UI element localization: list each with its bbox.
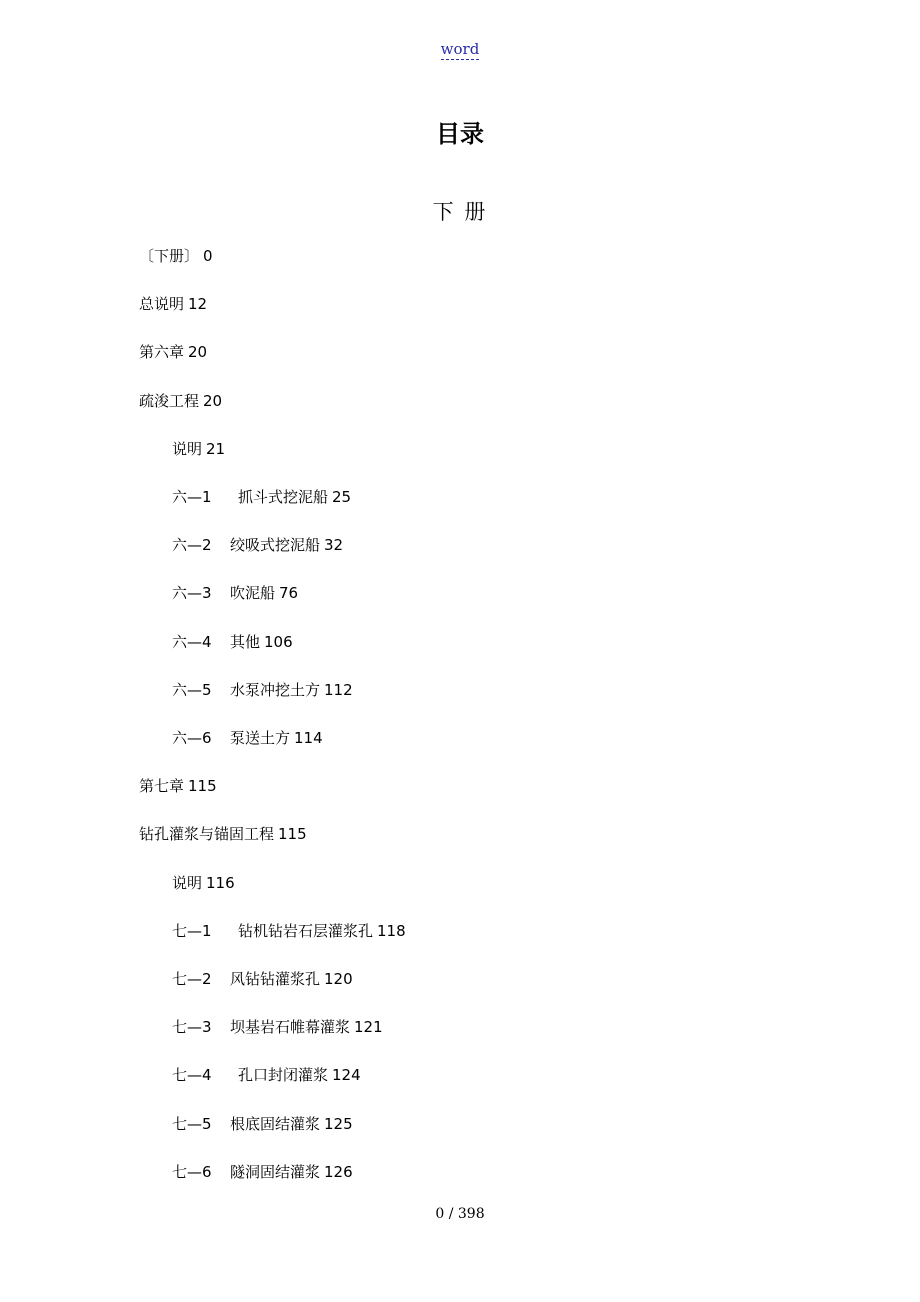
toc-entry-title: 水泵冲挖土方 bbox=[230, 680, 321, 699]
toc-entry-title: 抓斗式挖泥船 bbox=[238, 488, 329, 506]
toc-entry[interactable] bbox=[172, 1063, 361, 1087]
toc-entry-code: 六—2 bbox=[172, 536, 212, 555]
toc-entry[interactable] bbox=[139, 340, 207, 364]
toc-entry[interactable] bbox=[172, 485, 351, 509]
toc-entry-page: 12 bbox=[188, 295, 208, 314]
toc-entry-title: 坝基岩石帷幕灌浆 bbox=[230, 1018, 351, 1037]
toc-entry-code: 七—2 bbox=[172, 970, 212, 988]
toc-entry-title: 风钻钻灌浆孔 bbox=[230, 970, 321, 988]
toc-entry-page: 76 bbox=[279, 584, 299, 603]
toc-entry-title: 〔下册〕 bbox=[139, 247, 200, 265]
toc-entry-page: 118 bbox=[377, 921, 406, 940]
toc-entry-title: 总说明 bbox=[139, 295, 185, 314]
toc-entry[interactable] bbox=[172, 437, 225, 461]
toc-entry-code: 六—3 bbox=[172, 584, 212, 603]
toc-entry-page: 121 bbox=[354, 1018, 383, 1037]
toc-entry-page: 126 bbox=[324, 1162, 353, 1181]
toc-entry-page: 124 bbox=[332, 1066, 361, 1085]
toc-entry-code: 七—3 bbox=[172, 1018, 212, 1037]
toc-entry-code: 六—1 bbox=[172, 488, 212, 506]
toc-entry[interactable] bbox=[172, 678, 353, 702]
toc-entry-page: 0 bbox=[203, 247, 213, 265]
toc-entry-title: 钻孔灌浆与锚固工程 bbox=[139, 825, 275, 844]
toc-entry-code: 六—4 bbox=[172, 632, 212, 651]
toc-entry-page: 115 bbox=[278, 825, 307, 844]
toc-entry[interactable] bbox=[139, 822, 307, 846]
toc-entry[interactable] bbox=[172, 1160, 353, 1184]
toc-entry-code: 七—4 bbox=[172, 1066, 212, 1085]
toc-entry[interactable] bbox=[172, 1015, 383, 1039]
toc-entry[interactable] bbox=[139, 774, 217, 798]
toc-entry-page: 25 bbox=[332, 488, 352, 506]
toc-entry-page: 125 bbox=[324, 1114, 353, 1133]
toc-entry[interactable] bbox=[172, 581, 298, 605]
toc-entry-title: 根底固结灌浆 bbox=[230, 1114, 321, 1133]
toc-entry[interactable] bbox=[172, 919, 406, 943]
toc-entry-title: 疏浚工程 bbox=[139, 391, 200, 410]
toc-entry-page: 112 bbox=[324, 680, 353, 699]
toc-entry[interactable] bbox=[139, 244, 213, 268]
toc-entry-title: 说明 bbox=[172, 439, 203, 458]
page-header bbox=[0, 40, 920, 58]
toc-entry-code: 六—6 bbox=[172, 729, 212, 747]
toc-entry[interactable] bbox=[172, 871, 235, 895]
toc-entry[interactable] bbox=[172, 630, 293, 654]
toc-entry-page: 106 bbox=[264, 632, 293, 651]
toc-entry-title: 说明 bbox=[172, 873, 203, 892]
toc-entry-code: 六—5 bbox=[172, 680, 212, 699]
toc-entry[interactable] bbox=[172, 1112, 353, 1136]
toc-entry-page: 32 bbox=[324, 536, 344, 555]
toc-title: 目录 bbox=[436, 120, 484, 148]
toc-entry-page: 21 bbox=[206, 439, 226, 458]
toc-entry-title: 其他 bbox=[230, 632, 261, 651]
toc-entry[interactable] bbox=[139, 389, 222, 413]
toc-entry-page: 20 bbox=[188, 343, 208, 362]
toc-entry[interactable] bbox=[172, 533, 343, 557]
toc-entry-page: 20 bbox=[203, 391, 223, 410]
toc-entry-title: 泵送土方 bbox=[230, 729, 291, 747]
toc-entry-title: 孔口封闭灌浆 bbox=[238, 1066, 329, 1085]
header-link[interactable]: word bbox=[440, 40, 480, 58]
toc-entry-page: 120 bbox=[324, 970, 353, 988]
toc-entry-page: 116 bbox=[206, 873, 235, 892]
toc-entry-title: 隧洞固结灌浆 bbox=[230, 1162, 321, 1181]
toc-entry-code: 七—6 bbox=[172, 1162, 212, 1181]
toc-entry-code: 七—1 bbox=[172, 921, 212, 940]
toc-entry-title: 第六章 bbox=[139, 343, 185, 362]
toc-entry-title: 第七章 bbox=[139, 777, 185, 796]
toc-entry[interactable] bbox=[172, 726, 323, 750]
toc-entry-title: 绞吸式挖泥船 bbox=[230, 536, 321, 555]
toc-entry-title: 钻机钻岩石层灌浆孔 bbox=[238, 921, 374, 940]
toc-entry-title: 吹泥船 bbox=[230, 584, 276, 603]
toc-entry-code: 七—5 bbox=[172, 1114, 212, 1133]
toc-entry[interactable] bbox=[139, 292, 207, 316]
volume-subtitle: 下 册 bbox=[432, 200, 488, 224]
toc-entry-page: 114 bbox=[294, 729, 323, 747]
toc-entry-page: 115 bbox=[188, 777, 217, 796]
toc-entry[interactable] bbox=[172, 967, 353, 991]
page-indicator: 0 / 398 bbox=[435, 1206, 485, 1222]
